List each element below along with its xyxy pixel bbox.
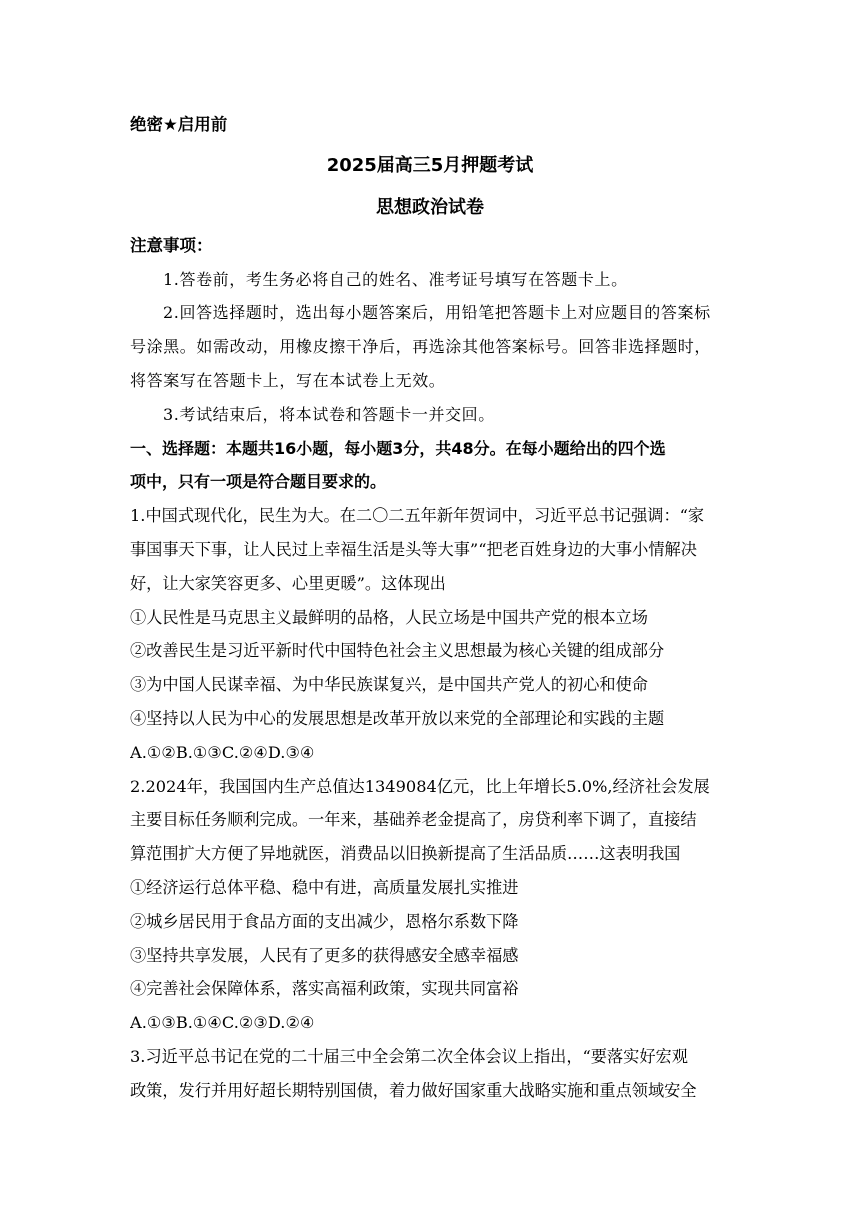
question-stem-line: 事国事天下事，让人民过上幸福生活是头等大事”“把老百姓身边的大事小情解决: [130, 539, 697, 559]
section-heading-line-1: 一、选择题：本题共16小题，每小题3分，共48分。在每小题给出的四个选: [130, 438, 666, 458]
question-option: ③坚持共享发展，人民有了更多的获得感安全感幸福感: [130, 945, 519, 965]
exam-title: 2025届高三5月押题考试: [326, 154, 534, 176]
question-3: [130, 1040, 730, 1108]
question-stem-line: 2.2024年，我国国内生产总值达1349084亿元，比上年增长5.0%,经济社会发展: [130, 776, 710, 796]
notice-item-3: 3.考试结束后，将本试卷和答题卡一并交回。: [163, 404, 495, 424]
answer-choices: A.①②B.①③C.②④D.③④: [130, 742, 315, 762]
notice-item-2-end: 将答案写在答题卡上，写在本试卷上无效。: [130, 370, 446, 390]
section-heading-line-2: 项中，只有一项是符合题目要求的。: [130, 472, 387, 492]
question-option: ②城乡居民用于食品方面的支出减少，恩格尔系数下降: [130, 911, 519, 931]
question-1: [130, 499, 730, 769]
question-stem-line: 主要目标任务顺利完成。一年来，基础养老金提高了，房贷利率下调了，直接结: [130, 810, 697, 830]
secret-mark: 绝密★启用前: [130, 115, 228, 134]
question-stem-line: 算范围扩大方便了异地就医，消费品以旧换新提高了生活品质……这表明我国: [130, 844, 681, 864]
notice-item-1: 1.答卷前，考生务必将自己的姓名、准考证号填写在答题卡上。: [163, 269, 628, 289]
question-option: ③为中国人民谋幸福、为中华民族谋复兴，是中国共产党人的初心和使命: [130, 675, 648, 695]
question-2: [130, 770, 730, 1040]
page-content: [130, 108, 730, 1108]
question-option: ④完善社会保障体系，落实高福利政策，实现共同富裕: [130, 979, 519, 999]
question-option: ①人民性是马克思主义最鲜明的品格，人民立场是中国共产党的根本立场: [130, 607, 648, 627]
notice-heading: 注意事项：: [130, 235, 213, 255]
notice-item-2-cont: 号涂黑。如需改动，用橡皮擦干净后，再选涂其他答案标号。回答非选择题时，: [130, 337, 712, 357]
question-option: ②改善民生是习近平新时代中国特色社会主义思想最为核心关键的组成部分: [130, 641, 665, 661]
answer-choices: A.①③B.①④C.②③D.②④: [130, 1013, 315, 1033]
subject-title: 思想政治试卷: [376, 196, 484, 218]
notice-item-2: 2.回答选择题时，选出每小题答案后，用铅笔把答题卡上对应题目的答案标: [163, 303, 711, 323]
question-option: ①经济运行总体平稳、稳中有进，高质量发展扎实推进: [130, 877, 519, 897]
question-stem-line: 1.中国式现代化，民生为大。在二〇二五年新年贺词中，习近平总书记强调：“家: [130, 506, 705, 526]
question-option: ④坚持以人民为中心的发展思想是改革开放以来党的全部理论和实践的主题: [130, 708, 665, 728]
question-stem-line: 好，让大家笑容更多、心里更暖”。这体现出: [130, 573, 446, 593]
question-stem-line: 3.习近平总书记在党的二十届三中全会第二次全体会议上指出，“要落实好宏观: [130, 1046, 688, 1066]
question-stem-line: 政策，发行并用好超长期特别国债，着力做好国家重大战略实施和重点领域安全: [130, 1080, 697, 1100]
